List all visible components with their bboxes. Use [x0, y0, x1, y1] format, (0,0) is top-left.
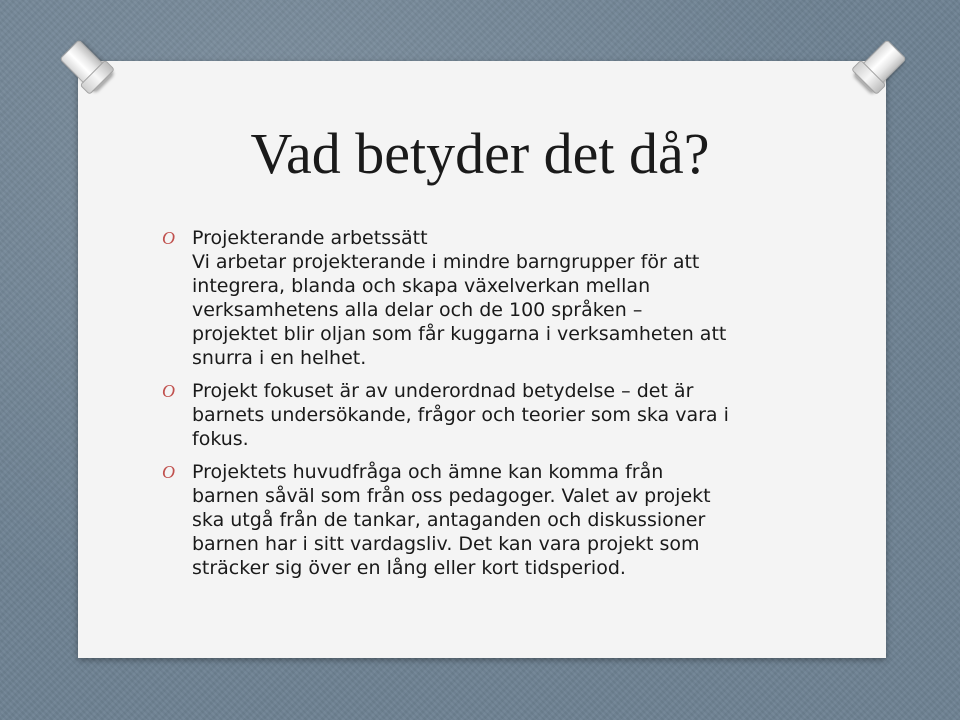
bullet-line: Projektets huvudfråga och ämne kan komma från [192, 461, 664, 483]
bullet-line: sträcker sig över en lång eller kort tidsperiod. [192, 557, 626, 579]
bullet-line: verksamhetens alla delar och de 100 språken – [192, 299, 643, 321]
bullet-marker-icon: O [162, 228, 175, 248]
bullet-marker-icon: O [162, 462, 175, 482]
bullet-line: snurra i en helhet. [192, 347, 367, 369]
bullet-item [162, 379, 802, 451]
bullet-line: fokus. [192, 428, 249, 450]
bullet-line: Vi arbetar projekterande i mindre barngrupper för att [192, 251, 700, 273]
bullet-line: barnen har i sitt vardagsliv. Det kan vara projekt som [192, 533, 700, 555]
bullet-line: integrera, blanda och skapa växelverkan mellan [192, 275, 651, 297]
bullet-line: Projekt fokuset är av underordnad betydelse – det är [192, 380, 694, 402]
bullet-line: ska utgå från de tankar, antaganden och diskussioner [192, 509, 706, 531]
bullet-line: barnets undersökande, frågor och teorier som ska vara i [192, 404, 729, 426]
bullet-list [162, 226, 802, 589]
bullet-item [162, 460, 802, 580]
bullet-heading: Projekterande arbetssätt [192, 227, 428, 249]
slide-title: Vad betyder det då? [250, 121, 710, 186]
bullet-item [162, 226, 802, 370]
bullet-line: projektet blir oljan som får kuggarna i verksamheten att [192, 323, 727, 345]
bullet-marker-icon: O [162, 381, 175, 401]
bullet-line: barnen såväl som från oss pedagoger. Valet av projekt [192, 485, 711, 507]
